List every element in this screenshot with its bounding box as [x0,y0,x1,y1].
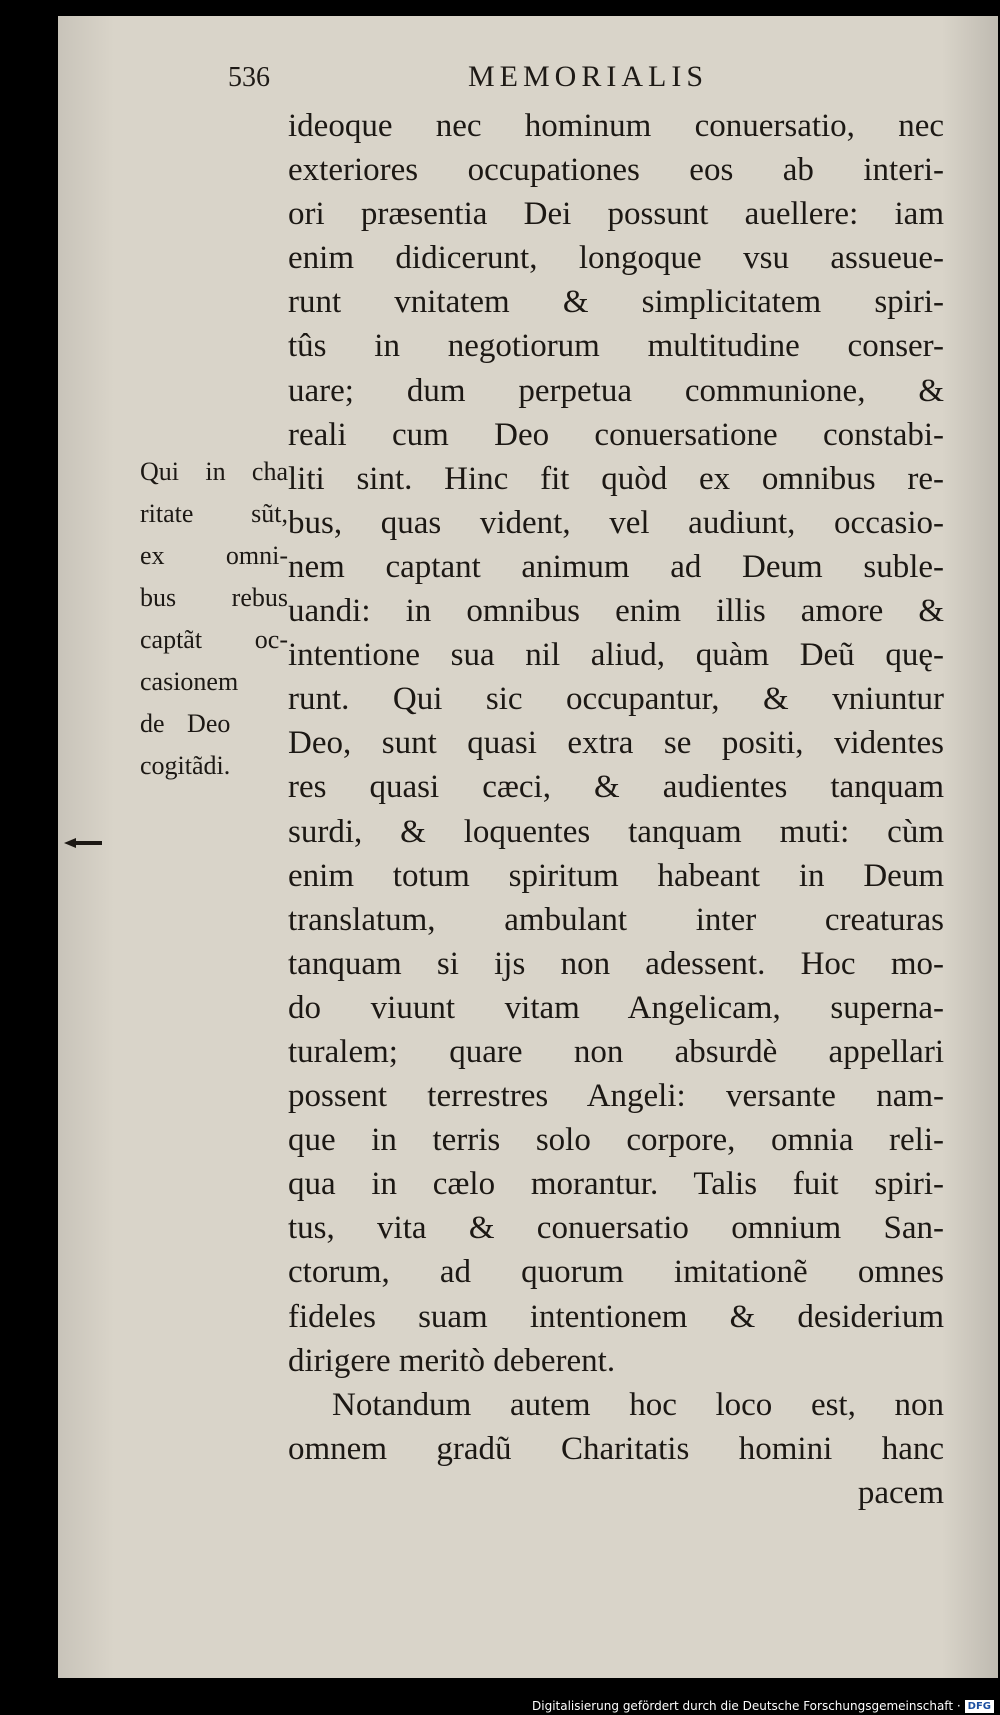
page-number: 536 [228,62,270,93]
text-line: tûs in negotiorum multitudine conser- [288,328,944,365]
text-line-paragraph-start: Notandum autem hoc loco est, non [332,1386,944,1423]
text-line: translatum, ambulant inter creaturas [288,901,944,938]
text-line: Deo, sunt quasi extra se positi, videntes [288,725,944,762]
text-line: uare; dum perpetua communione, & [288,372,944,409]
text-line: res quasi cæci, & audientes tanquam [288,769,944,806]
dfg-logo-icon: DFG [965,1700,994,1713]
marginal-line: de Deo [140,709,231,738]
text-line: ori præsentia Dei possunt auellere: iam [288,196,944,233]
text-line: dirigere meritò deberent. [288,1342,616,1379]
digitization-credit [532,1699,994,1713]
text-line: tanquam si ijs non adessent. Hoc mo- [288,945,944,982]
text-line: omnem gradũ Charitatis homini hanc [288,1430,944,1467]
text-line: tus, vita & conuersatio omnium San- [288,1210,944,1247]
marginal-line: cogitãdi. [140,751,231,780]
text-line: intentione sua nil aliud, quàm Deũ quę- [288,637,944,674]
marginal-line: bus rebus [140,583,288,612]
text-line: que in terris solo corpore, omnia reli- [288,1122,944,1159]
text-line: enim didicerunt, longoque vsu assueue- [288,240,944,277]
text-line: reali cum Deo conuersatione constabi- [288,416,944,453]
text-line: bus, quas vident, vel audiunt, occasio- [288,504,944,541]
text-line: exteriores occupationes eos ab interi- [288,152,944,189]
marginal-line: ritate sũt, [140,499,288,528]
marginal-line: ex omni- [140,541,288,570]
marginal-line: casionem [140,667,239,696]
text-line: runt vnitatem & simplicitatem spiri- [288,284,944,321]
text-line: uandi: in omnibus enim illis amore & [288,593,944,630]
running-head: MEMORIALIS [468,60,709,93]
text-line: ideoque nec hominum conuersatio, nec [288,108,944,144]
catchword: pacem [857,1474,944,1511]
marginal-note [140,451,288,787]
text-line: do viuunt vitam Angelicam, superna- [288,989,944,1026]
text-line: liti sint. Hinc fit quòd ex omnibus re- [288,460,944,497]
manicule-pointer-icon [64,836,104,850]
text-line: qua in cælo morantur. Talis fuit spiri- [288,1166,944,1203]
text-line: fideles suam intentionem & desiderium [288,1298,944,1335]
text-line: runt. Qui sic occupantur, & vniuntur [288,681,944,718]
text-line: enim totum spiritum habeant in Deum [288,857,944,894]
main-text-block [288,104,944,1515]
text-line: ctorum, ad quorum imitationẽ omnes [288,1254,944,1291]
text-line: possent terrestres Angeli: versante nam- [288,1078,944,1115]
marginal-line: Qui in cha [140,457,288,486]
text-line: nem captant animum ad Deum suble- [288,548,944,585]
text-line: turalem; quare non absurdè appellari [288,1033,944,1070]
marginal-line: captãt oc- [140,625,288,654]
credit-text: Digitalisierung gefördert durch die Deutsche Forschungsgemeinschaft · [532,1699,961,1713]
text-line: surdi, & loquentes tanquam muti: cùm [288,813,944,850]
